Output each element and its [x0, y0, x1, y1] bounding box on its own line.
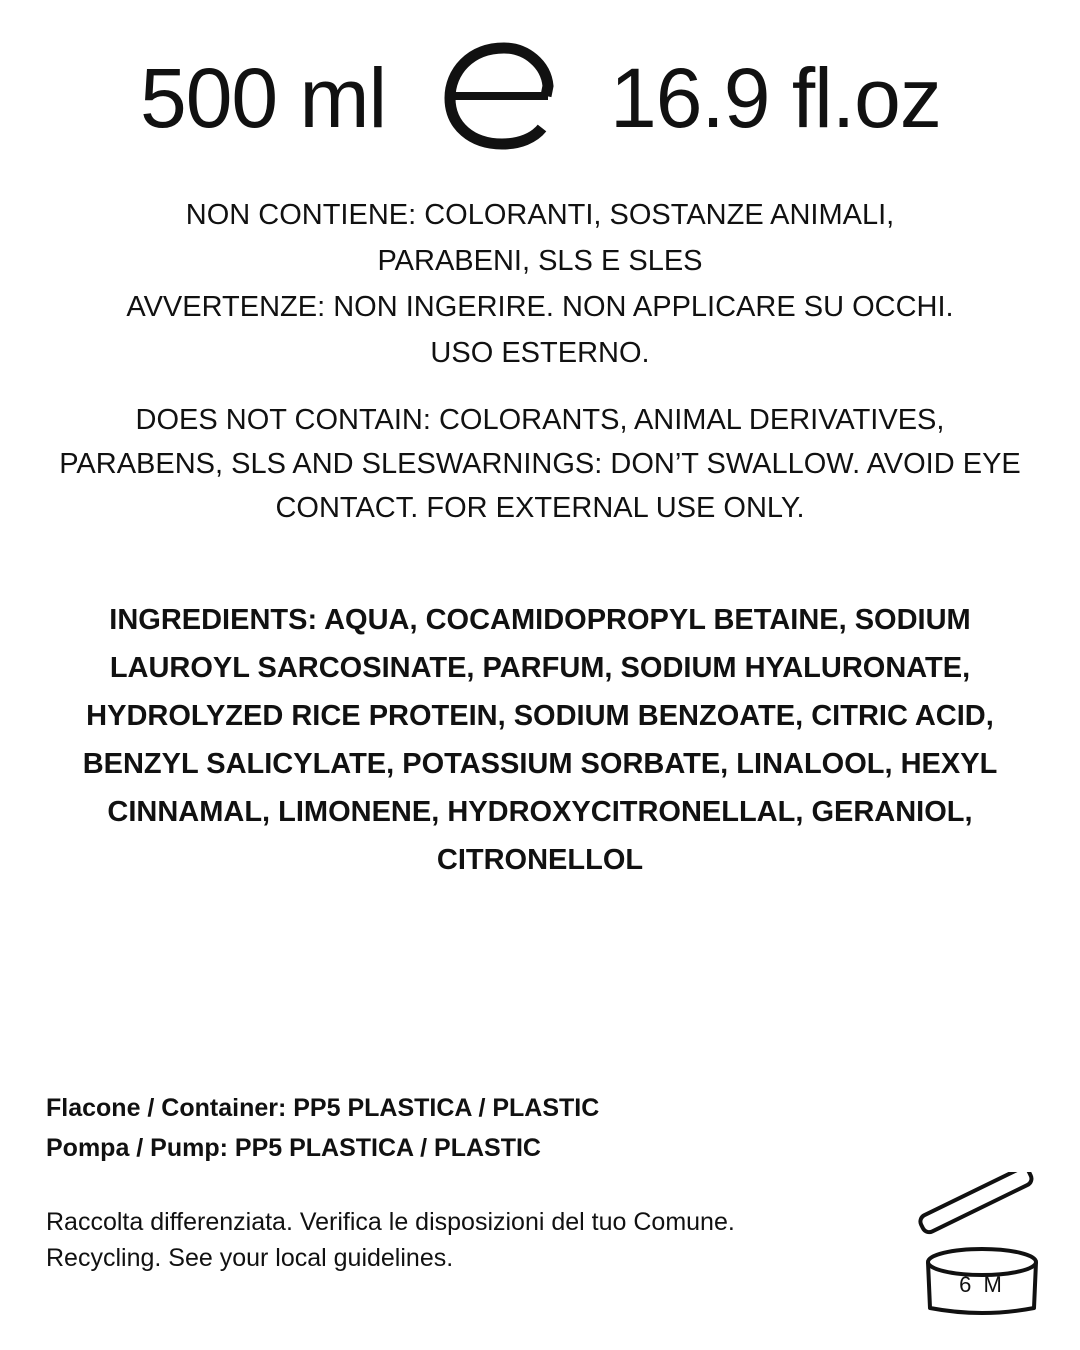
volume-header	[0, 36, 1080, 156]
pao-months-label: 6 M	[959, 1272, 1005, 1297]
pump-material: Pompa / Pump: PP5 PLASTICA / PLASTIC	[46, 1134, 541, 1162]
period-after-opening	[916, 1172, 1048, 1322]
italian-line: PARABENI, SLS E SLES	[377, 245, 703, 277]
english-line: PARABENS, SLS AND SLESWARNINGS: DON’T SWALLOW. AVOID EYE	[59, 448, 1021, 480]
volume-imperial: 16.9 fl.oz	[610, 51, 941, 145]
volume-metric: 500 ml	[140, 51, 387, 145]
recycling-line-en: Recycling. See your local guidelines.	[46, 1244, 454, 1272]
open-jar-icon	[916, 1172, 1048, 1322]
ingredients-line: LAUROYL SARCOSINATE, PARFUM, SODIUM HYALURONATE,	[109, 652, 971, 684]
english-line: CONTACT. FOR EXTERNAL USE ONLY.	[275, 492, 805, 524]
packaging-materials	[46, 1088, 599, 1168]
ingredients-line: BENZYL SALICYLATE, POTASSIUM SORBATE, LINALOOL, HEXYL	[82, 748, 998, 780]
recycling-info	[46, 1204, 735, 1276]
ingredients-line: CITRONELLOL	[436, 844, 644, 876]
italian-warnings	[30, 192, 1050, 376]
english-line: DOES NOT CONTAIN: COLORANTS, ANIMAL DERIVATIVES,	[135, 404, 945, 436]
english-warnings	[30, 398, 1050, 530]
recycling-line-it: Raccolta differenziata. Verifica le disposizioni del tuo Comune.	[46, 1208, 735, 1236]
estimated-e-mark-icon	[440, 40, 568, 152]
ingredients-line: HYDROLYZED RICE PROTEIN, SODIUM BENZOATE, CITRIC ACID,	[86, 700, 994, 732]
italian-line: NON CONTIENE: COLORANTI, SOSTANZE ANIMALI,	[185, 199, 895, 231]
italian-line: AVVERTENZE: NON INGERIRE. NON APPLICARE SU OCCHI.	[126, 291, 954, 323]
ingredients-line: CINNAMAL, LIMONENE, HYDROXYCITRONELLAL, GERANIOL,	[107, 796, 973, 828]
italian-line: USO ESTERNO.	[430, 337, 650, 369]
ingredients-list	[30, 596, 1050, 884]
container-material: Flacone / Container: PP5 PLASTICA / PLASTIC	[46, 1094, 600, 1122]
ingredients-line: INGREDIENTS: AQUA, COCAMIDOPROPYL BETAINE, SODIUM	[109, 604, 971, 636]
